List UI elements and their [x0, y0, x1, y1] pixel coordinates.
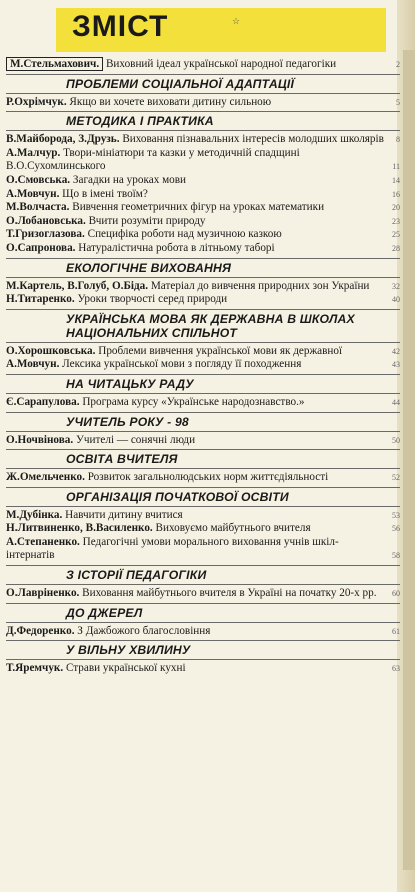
- entry-title: Проблеми вивчення української мови як державної: [95, 344, 343, 357]
- entry-page-number: 60: [392, 589, 400, 599]
- toc-entry: [6, 662, 400, 676]
- toc-entry: [6, 358, 400, 372]
- entry-page-number: 14: [392, 175, 400, 185]
- entry-page-number: 56: [392, 524, 400, 534]
- toc-entry: [6, 215, 400, 229]
- entry-page-number: 8: [396, 135, 400, 145]
- entry-page-number: 50: [392, 435, 400, 445]
- entry-title: Уроки творчості серед природи: [74, 293, 228, 306]
- entry-author: В.Майборода, З.Друзь.: [6, 133, 120, 146]
- toc-entry: [6, 587, 400, 601]
- entry-title: Вчити розуміти природу: [85, 214, 206, 227]
- section-heading: У ВІЛЬНУ ХВИЛИНУ: [66, 643, 191, 658]
- entry-title: Навчити дитину вчитися: [62, 508, 183, 521]
- entry-title: Загадки на уроках мови: [70, 173, 187, 186]
- entry-title: Матеріал до вивчення природних зон України: [148, 279, 370, 292]
- section-rule: [6, 584, 400, 585]
- section-heading: УЧИТЕЛЬ РОКУ - 98: [66, 414, 189, 429]
- entry-author: Є.Сарапулова.: [6, 395, 80, 408]
- entry-page-number: 52: [392, 473, 400, 483]
- entry-author: О.Сапронова.: [6, 241, 76, 254]
- entry-title: Виховання майбутнього вчителя в Україні на початку 20-х рр.: [79, 587, 377, 600]
- section-rule: [6, 412, 400, 413]
- entry-title: Програма курсу «Українське народознавство.»: [79, 395, 305, 408]
- entry-title: Вивчення геометричних фігур на уроках математики: [69, 201, 325, 214]
- toc-entry: [6, 293, 400, 307]
- entry-page-number: 63: [392, 664, 400, 674]
- toc-entry: [6, 188, 400, 202]
- section-rule: [6, 309, 400, 310]
- entry-page-number: 61: [392, 626, 400, 636]
- entry-author: Р.Охрімчук.: [6, 95, 67, 108]
- entry-page-number: 20: [392, 203, 400, 213]
- section-rule: [6, 603, 400, 604]
- section-rule: [6, 258, 400, 259]
- entry-title: Страви української кухні: [63, 662, 186, 675]
- entry-page-number: 43: [392, 360, 400, 370]
- page-title: ЗМІСТ: [72, 10, 169, 43]
- entry-author: О.Лобановська.: [6, 214, 86, 227]
- section-rule: [6, 468, 400, 469]
- entry-author: Ж.Омельченко.: [6, 471, 85, 484]
- toc-list: [6, 58, 400, 676]
- section-rule: [6, 506, 400, 507]
- toc-entry: [6, 471, 400, 485]
- entry-title: Специфіка роботи над музичною казкою: [84, 228, 282, 241]
- toc-entry: [6, 242, 400, 256]
- toc-entry: [6, 58, 400, 72]
- entry-page-number: 32: [392, 281, 400, 291]
- entry-title: Виховуємо майбутнього вчителя: [152, 522, 311, 535]
- entry-author: М.Дубінка.: [6, 508, 63, 521]
- toc-entry: [6, 96, 400, 110]
- entry-author: О.Лавріненко.: [6, 587, 80, 600]
- toc-entry: [6, 280, 400, 294]
- section-rule: [6, 277, 400, 278]
- entry-author: О.Хорошковська.: [6, 344, 96, 357]
- entry-author: Н.Титаренко.: [6, 293, 75, 306]
- section-heading: ОРГАНІЗАЦІЯ ПОЧАТКОВОЇ ОСВІТИ: [66, 489, 289, 504]
- toc-entry: [6, 625, 400, 639]
- toc-entry: [6, 509, 400, 523]
- entry-page-number: 5: [396, 97, 400, 107]
- entry-page-number: 28: [392, 243, 400, 253]
- entry-title: Якщо ви хочете виховати дитину сильною: [66, 95, 272, 108]
- section-rule: [6, 374, 400, 375]
- entry-author: Т.Гризоглазова.: [6, 228, 85, 241]
- entry-title: Виховання пізнавальних інтересів молодших школярів: [119, 133, 384, 146]
- entry-page-number: 40: [392, 295, 400, 305]
- entry-author: О.Ночвінова.: [6, 433, 74, 446]
- entry-title: Учителі — сонячні люди: [73, 433, 196, 446]
- section-rule: [6, 130, 400, 131]
- section-rule: [6, 640, 400, 641]
- entry-page-number: 42: [392, 346, 400, 356]
- section-heading: УКРАЇНСЬКА МОВА ЯК ДЕРЖАВНА В ШКОЛАХ НАЦІОНАЛЬНИХ СПІЛЬНОТ: [66, 311, 355, 340]
- toc-entry: [6, 396, 400, 410]
- toc-entry: [6, 228, 400, 242]
- section-rule: [6, 565, 400, 566]
- section-heading: З ІСТОРІЇ ПЕДАГОГІКИ: [66, 568, 207, 583]
- entry-page-number: 44: [392, 397, 400, 407]
- entry-page-number: 58: [392, 551, 400, 561]
- section-rule: [6, 342, 400, 343]
- entry-author: А.Степаненко.: [6, 535, 80, 548]
- decorative-mark: ☆: [232, 16, 241, 26]
- entry-author: Т.Яремчук.: [6, 662, 64, 675]
- entry-title: Виховний ідеал української народної педагогіки: [103, 58, 337, 70]
- entry-author: О.Смовська.: [6, 173, 71, 186]
- entry-page-number: 11: [392, 162, 400, 172]
- entry-author: А.Мовчун.: [6, 358, 60, 371]
- entry-page-number: 23: [392, 216, 400, 226]
- entry-author: А.Малчур.: [6, 146, 61, 159]
- toc-entry: [6, 434, 400, 448]
- entry-title: Натуралістична робота в літньому таборі: [75, 241, 275, 254]
- section-rule: [6, 449, 400, 450]
- entry-title: Твори-мініатюри та казки у методичній спадщині В.О.Сухомлинського: [6, 146, 300, 173]
- toc-entry: [6, 133, 400, 147]
- section-rule: [6, 431, 400, 432]
- entry-author: А.Мовчун.: [6, 187, 60, 200]
- entry-title: Що в імені твоїм?: [59, 187, 148, 200]
- section-rule: [6, 111, 400, 112]
- section-rule: [6, 393, 400, 394]
- entry-author: М.Стельмахович.: [6, 57, 103, 71]
- page-edge-shadow: [403, 50, 415, 870]
- toc-entry: [6, 174, 400, 188]
- toc-entry: [6, 536, 400, 563]
- entry-page-number: 53: [392, 510, 400, 520]
- toc-entry: [6, 345, 400, 359]
- section-heading: ОСВІТА ВЧИТЕЛЯ: [66, 452, 178, 467]
- section-rule: [6, 622, 400, 623]
- entry-title: Педагогічні умови морального виховання учнів шкіл-інтернатів: [6, 535, 339, 562]
- section-heading: МЕТОДИКА І ПРАКТИКА: [66, 114, 214, 129]
- entry-author: Д.Федоренко.: [6, 624, 75, 637]
- entry-title: З Дажбожого благословіння: [74, 624, 211, 637]
- entry-page-number: 25: [392, 230, 400, 240]
- entry-author: М.Картель, В.Голуб, О.Біда.: [6, 279, 149, 292]
- toc-entry: [6, 147, 400, 174]
- entry-page-number: 2: [396, 60, 400, 69]
- section-heading: ПРОБЛЕМИ СОЦІАЛЬНОЇ АДАПТАЦІЇ: [66, 76, 295, 91]
- section-heading: ДО ДЖЕРЕЛ: [66, 605, 143, 620]
- section-heading: ЕКОЛОГІЧНЕ ВИХОВАННЯ: [66, 260, 232, 275]
- entry-author: М.Волчаста.: [6, 201, 70, 214]
- entry-title: Лексика української мови з погляду її походження: [59, 358, 302, 371]
- toc-entry: [6, 201, 400, 215]
- entry-title: Розвиток загальнолюдських норм життєдіяльності: [84, 471, 329, 484]
- toc-entry: [6, 522, 400, 536]
- section-rule: [6, 659, 400, 660]
- section-rule: [6, 93, 400, 94]
- entry-page-number: 16: [392, 189, 400, 199]
- entry-author: Н.Литвиненко, В.Василенко.: [6, 522, 153, 535]
- section-rule: [6, 74, 400, 75]
- section-rule: [6, 487, 400, 488]
- section-heading: НА ЧИТАЦЬКУ РАДУ: [66, 376, 194, 391]
